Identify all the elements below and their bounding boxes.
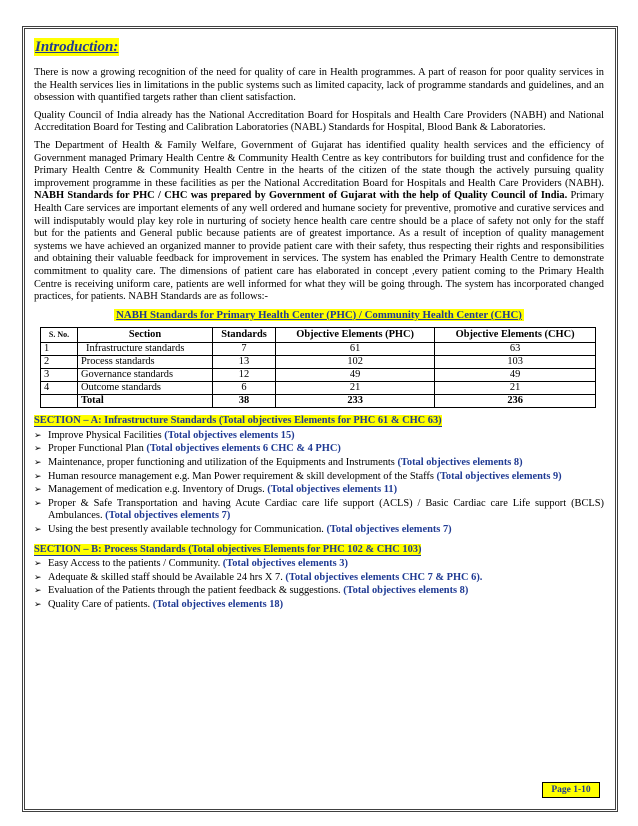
cell-section: Process standards [78,356,213,369]
arrow-bullet-icon: ➢ [34,430,42,441]
arrow-bullet-icon: ➢ [34,444,42,455]
cell-sno: 4 [41,382,78,395]
arrow-bullet-icon: ➢ [34,485,42,496]
paragraph-1: There is now a growing recognition of the need for quality of care in Health programmes. A part of reason for poor quality services in the Health services lies in limitations in the public systems such as limited capacity, lack of programme standards and guidelines, and an obsession with quantified targets rather than client satisfaction. [34,67,604,104]
cell-sno: 2 [41,356,78,369]
table-title: NABH Standards for Primary Health Center (PHC) / Community Health Center (CHC) [116,308,522,321]
cell-section: Outcome standards [78,382,213,395]
cell-standards: 12 [213,369,276,382]
arrow-bullet-icon: ➢ [34,572,42,583]
section-a-list [34,430,604,537]
cell-oe-chc: 21 [435,382,596,395]
list-item: ➢ Using the best presently available technology for Communication. (Total objectives elements 7) [34,524,452,536]
table-total-row [41,395,596,408]
arrow-bullet-icon: ➢ [34,525,42,536]
list-item: ➢ Quality Care of patients. (Total objectives elements 18) [34,599,284,610]
arrow-bullet-icon: ➢ [34,600,42,610]
paragraph-2: Quality Council of India already has the National Accreditation Board for Hospitals and Health Care Providers (NABH) and National Accreditation Board for Testing and Calibration Laboratories (NABL) Standards for Hospital, Blood Bank & Laboratories. [34,109,604,134]
table-row [41,382,596,395]
paragraph-3 [34,140,604,304]
list-item: ➢ Human resource management e.g. Man Power requirement & skill development of the Staffs (Total objectives elements 9) [34,470,562,482]
list-item: ➢ Improve Physical Facilities (Total objectives elements 15) [34,429,295,441]
section-a-heading: SECTION – A: Infrastructure Standards (Total objectives Elements for PHC 61 & CHC 63) [34,415,442,427]
cell-oe-phc: 61 [276,343,435,356]
cell-standards: 38 [213,395,276,408]
cell-oe-phc: 49 [276,369,435,382]
list-item: ➢ Easy Access to the patients / Community. (Total objectives elements 3) [34,558,348,570]
cell-oe-phc: 21 [276,382,435,395]
arrow-bullet-icon: ➢ [34,471,42,482]
cell-standards: 13 [213,356,276,369]
cell-section: Infrastructure standards [78,343,213,356]
nabh-standards-table [40,327,596,408]
arrow-bullet-icon: ➢ [34,498,42,509]
cell-oe-phc: 102 [276,356,435,369]
list-item: ➢ Maintenance, proper functioning and utilization of the Equipments and Instruments (Total objectives elements 8) [34,457,523,469]
list-item: ➢ Evaluation of the Patients through the patient feedback & suggestions. (Total objectives elements 8) [34,585,469,597]
cell-oe-phc: 233 [276,395,435,408]
list-item: ➢ Proper & Safe Transportation and having Acute Cardiac care life support (ACLS) / Basic Cardiac care Life support (BCLS) Ambulances. (Total objectives elements 7) [34,497,604,522]
header-oe-phc: Objective Elements (PHC) [276,328,435,343]
list-item: ➢ Management of medication e.g. Inventory of Drugs. (Total objectives elements 11) [34,484,398,496]
paragraph-3-part-a: The Department of Health & Family Welfare, Government of Gujarat has identified quality health services and the efficiency of Government managed Primary Health Centre & Community Health Centre as key contributors for building trust and confidence for the Primary Health Centre & Community Health Centre in the hearts of the citizen of the state though the actively pursuing quality improvement programme in these facilities as per the National Accreditation Board for Hospitals and Health Care Providers (NABH). [34,139,604,189]
cell-section: Total [78,395,213,408]
cell-standards: 7 [213,343,276,356]
paragraph-3-part-c: Primary Health Care services are important elements of any well ordered and humane society for preventive, promotive and curative services and will indisputably would play key role in nurturing of society hence health care centre should be a place of safety not only for the staff but for the patients and General public because patients are of greatest importance. As a result of inception of quality management systems we have achieved an organized manner to provide patient care with their safety, thus respecting their rights and responsibilities and obtaining their valuable feedback for improvement in services. The system has enabled the Primary Health Centre to demonstrate commitment to quality care. The dimensions of patient care has elaborated in concept ,every patient coming to the Primary Health Centre is receiving uniform care, patients are well informed for what they will be going through. The system has incorporated changed practices, for patients. NABH Standards are as follows:- [34,190,605,303]
header-standards: Standards [213,328,276,343]
arrow-bullet-icon: ➢ [34,458,42,469]
paragraph-3-bold: NABH Standards for PHC / CHC was prepared by Government of Gujarat with the help of Quality Council of India. [34,190,568,202]
table-row [41,369,596,382]
table-header-row [41,328,596,343]
cell-sno [41,395,78,408]
table-row [41,343,596,356]
list-item: ➢ Proper Functional Plan (Total objectives elements 6 CHC & 4 PHC) [34,443,341,455]
header-oe-chc: Objective Elements (CHC) [435,328,596,343]
document-body [34,38,604,613]
header-section: Section [78,328,213,343]
cell-standards: 6 [213,382,276,395]
arrow-bullet-icon: ➢ [34,586,42,597]
section-b-heading: SECTION – B: Process Standards (Total objectives Elements for PHC 102 & CHC 103) [34,543,422,555]
cell-oe-chc: 63 [435,343,596,356]
cell-oe-chc: 49 [435,369,596,382]
list-item: ➢ Adequate & skilled staff should be Available 24 hrs X 7. (Total objectives elements CHC 7 & PHC 6). [34,571,483,583]
introduction-heading: Introduction: [35,39,119,55]
arrow-bullet-icon: ➢ [34,559,42,570]
cell-sno: 3 [41,369,78,382]
page-number: Page 1-10 [542,782,600,798]
cell-oe-chc: 236 [435,395,596,408]
section-b-list [34,558,604,611]
cell-oe-chc: 103 [435,356,596,369]
table-row [41,356,596,369]
cell-sno: 1 [41,343,78,356]
cell-section: Governance standards [78,369,213,382]
header-sno: S. No. [41,328,78,343]
